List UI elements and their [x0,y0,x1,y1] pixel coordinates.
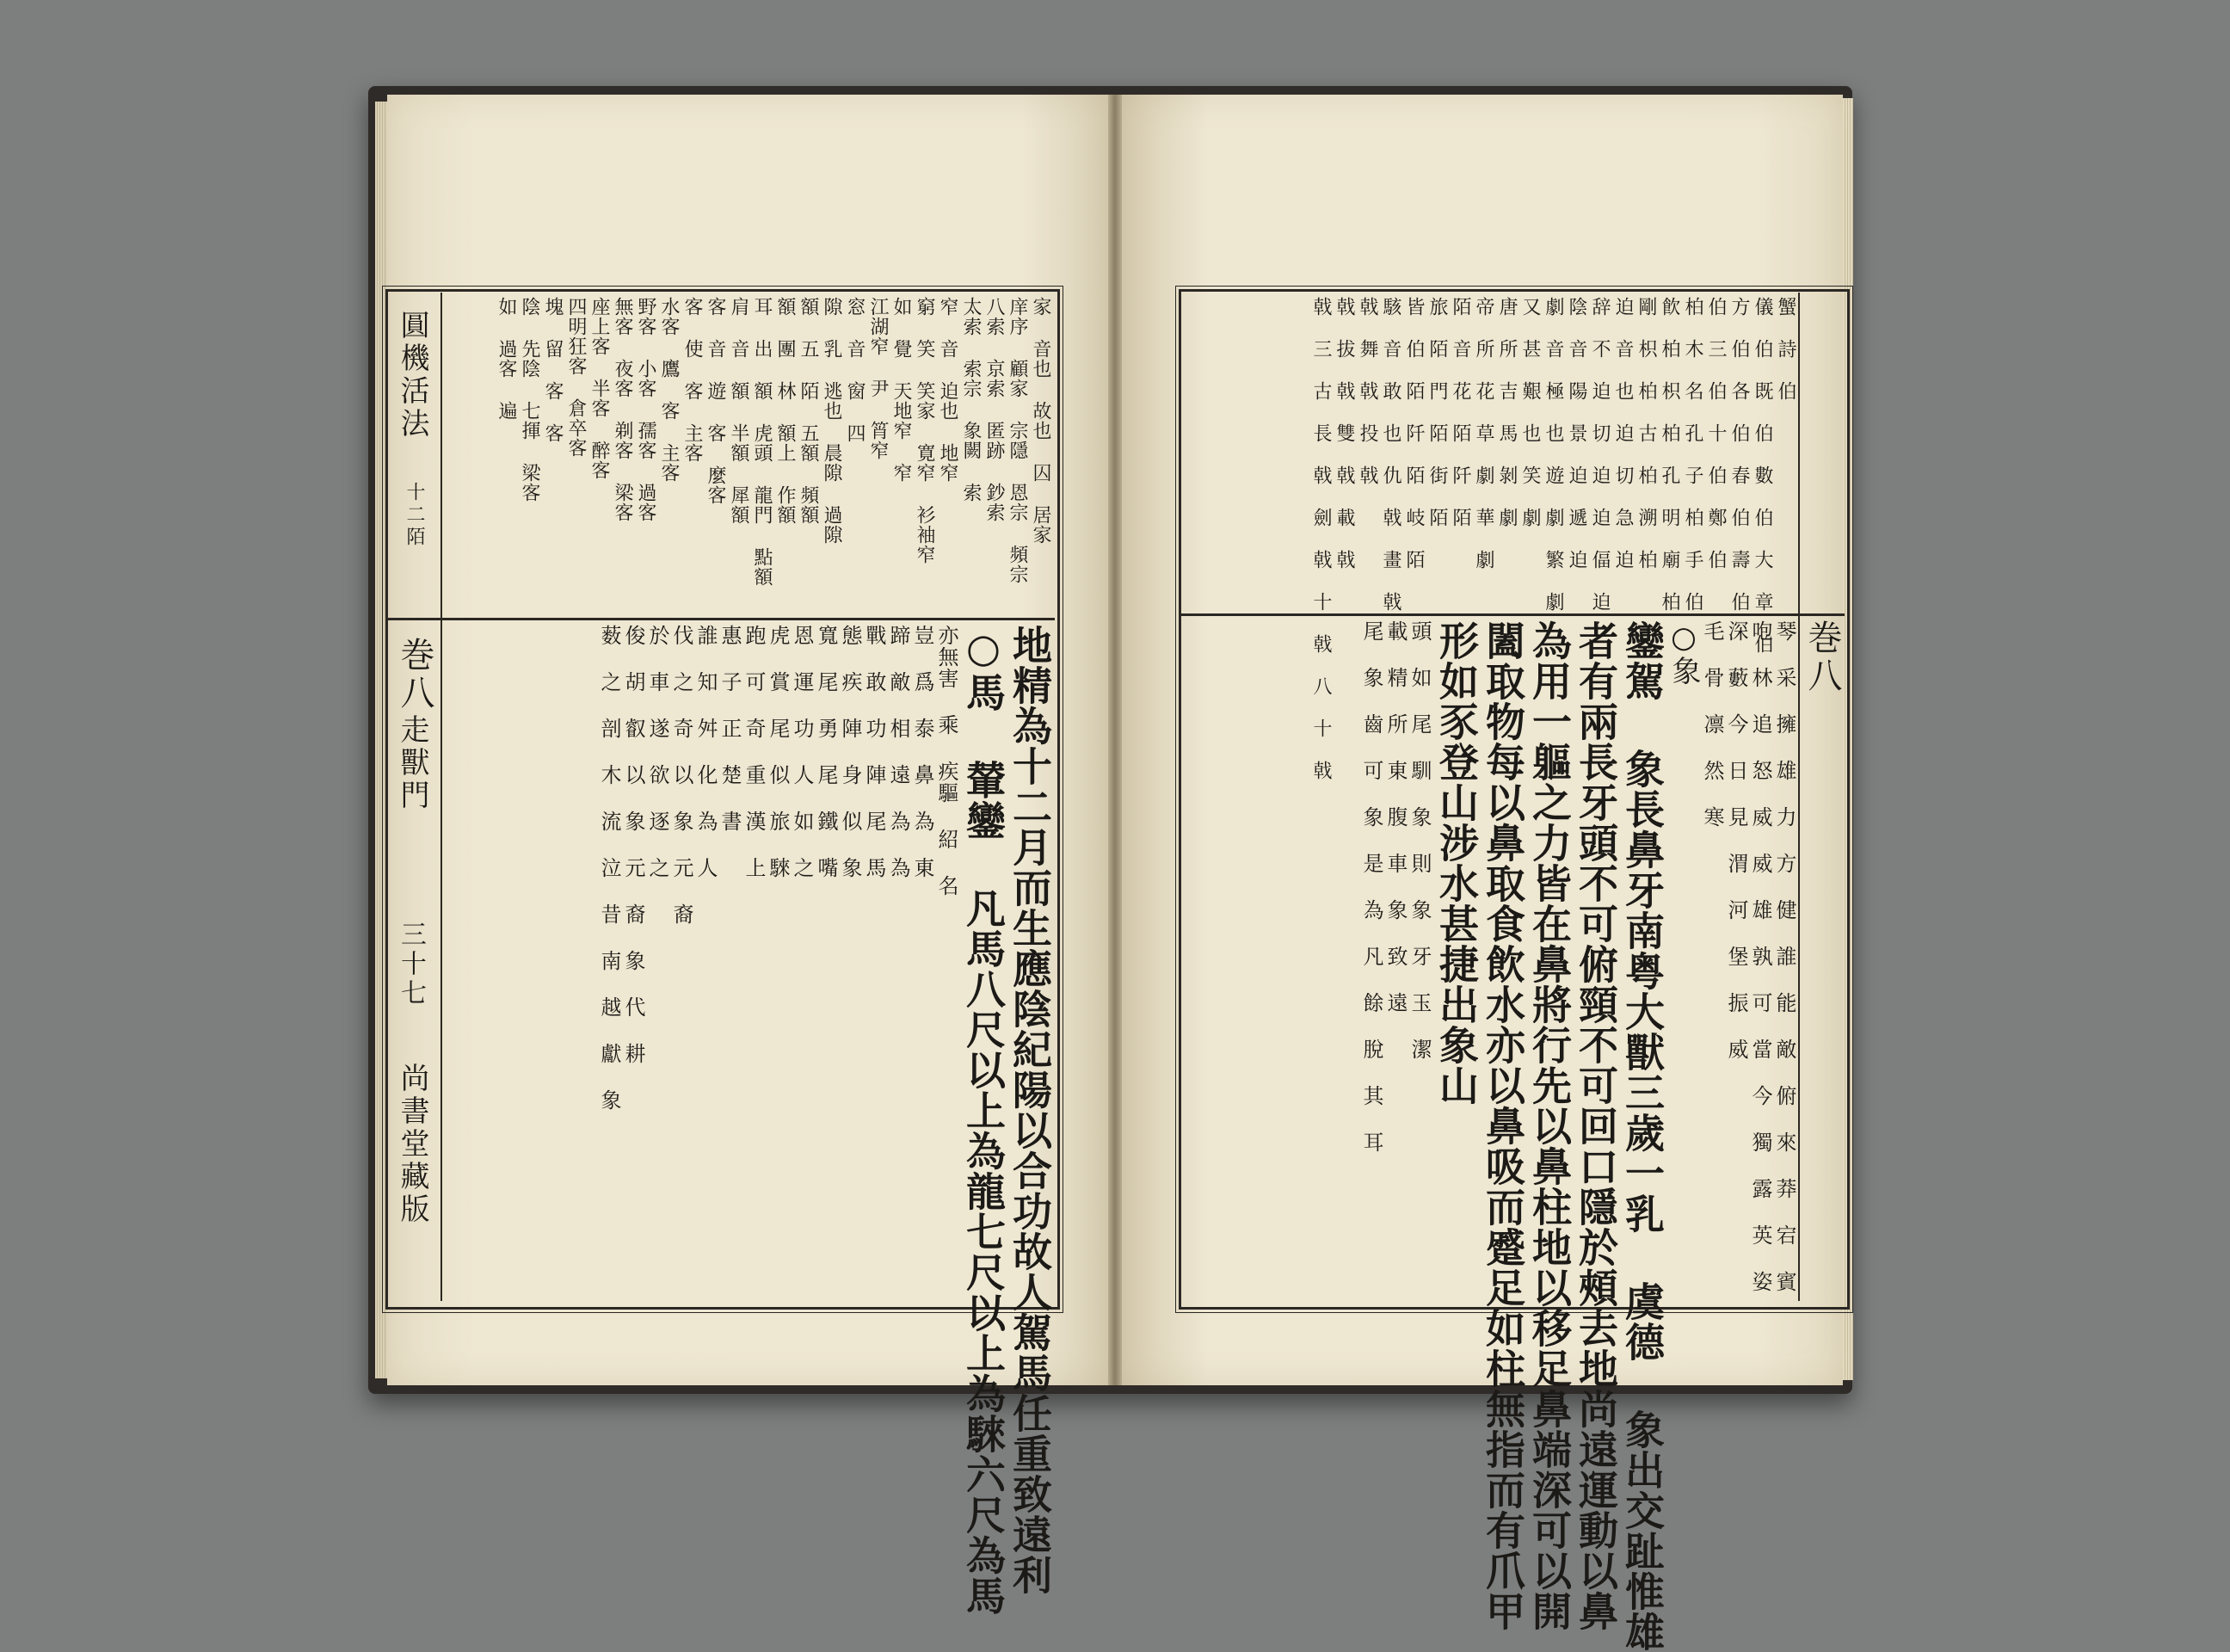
text-column: 虎 賞 尾 似 旅 騋 [766,625,790,878]
dictionary-entry-column: 客 使 客 主客 [681,297,703,463]
text-column: 毛 骨 凛 然 寒 [1700,620,1724,828]
right-register-divider [1179,613,1845,616]
dictionary-entry-column: 窮 笑 笑家 寛窄 衫袖窄 [914,297,935,564]
left-margin-publisher: 尚書堂藏版 [395,1063,429,1226]
dictionary-entry-column: 陌 音 花 陌 阡 陌 [1450,297,1471,527]
text-column: 伐 之 奇 以 象 元 裔 [669,625,693,925]
text-column: 俊 胡 叡 以 象 元 裔 象 代 耕 [621,625,645,1064]
dictionary-entry-column: 剛 枳 柏 古 柏 溯 柏 [1636,297,1657,570]
text-column: 載 精 所 東 腹 車 象 致 遠 [1383,620,1408,1014]
text-column: 薮 之 剖 木 流 泣 昔 南 越 獻 象 [597,625,621,1111]
dictionary-entry-column: 肩 音 額 半額 犀額 [728,297,749,525]
left-margin-title: 圓機活法 [395,310,429,441]
text-column: 誰 知 舛 化 為 人 [693,625,718,878]
dictionary-entry-column: 戟 拔 戟 雙 戟 載 戟 [1334,297,1355,570]
dictionary-entry-column: 塊 留 客 客 [542,297,564,443]
dictionary-entry-column: 庠序 顧家 宗隱 恩宗 頻宗 [1007,297,1028,584]
dictionary-entry-column: 如 覺 天地窄 窄 [890,297,912,483]
dictionary-entry-column: 蟹 詩 伯 [1775,297,1796,401]
text-column: 蹄 敵 相 遠 為 為 [886,625,910,878]
text-column: ○馬 輦鑾 凡馬八尺以上為龍七尺以上為騋六尺為馬 [960,625,1007,1616]
dictionary-entry-column: 窓 音 窗 四 [844,297,866,443]
dictionary-entry-column: 辞 不 迫 切 迫 迫 偪 迫 [1589,297,1611,612]
text-column: 態 疾 陣 身 似 象 [838,625,862,878]
text-column: 鑾駕 象長鼻牙南粤大獸三歲一乳 虞德 象出交趾惟雄 [1619,620,1666,1652]
dictionary-entry-column: 飮 柏 枳 柏 孔 明 廟 柏 [1659,297,1680,612]
left-margin-marker: 十二陌 [403,482,425,549]
text-column: 跑 可 奇 重 漢 上 [742,625,766,878]
dictionary-entry-column: 江湖窄 尹 筲窄 [867,297,889,460]
text-column: 地精為十二月而生應陰紀陽以合功故人駕馬任重致遠利 [1007,625,1053,1595]
dictionary-entry-column: 額 五 陌 五額 頻額 [798,297,819,525]
right-bottom-register [1182,620,1796,1652]
text-column: 頭 如 尾 馴 象 則 象 牙 玉 潔 [1408,620,1432,1060]
left-margin-rule [440,293,442,1301]
dictionary-entry-column: 隙 乳 逃也 晨隙 過隙 [821,297,842,545]
dictionary-entry-column: 太索 索宗 象闕 索 [960,297,982,502]
text-column: 形如豕登山涉水甚捷出象山 [1433,620,1480,1106]
text-column: 恩 運 功 人 如 之 [790,625,814,878]
dictionary-entry-column: 陰 先陰 七揮 梁客 [519,297,540,502]
dictionary-entry-column: 唐 所 吉 馬 剝 劇 [1496,297,1518,527]
dictionary-entry-column: 家 音也 故也 囚 居家 [1030,297,1051,545]
text-column: 戰 敢 功 陣 尾 馬 [862,625,886,878]
text-column: 於 車 遂 欲 逐 之 [645,625,669,878]
text-column: 咆 林 追 怒 威 威 雄 孰 可 當 今 獨 露 英 姿 [1748,620,1772,1292]
dictionary-entry-column: 額 團 林 額上 作額 [774,297,796,525]
dictionary-entry-column: 旅 陌 門 陌 街 陌 [1426,297,1448,527]
text-column: 深 藪 今 日 見 渭 河 堡 振 威 [1724,620,1748,1060]
text-column: 闔取物每以鼻取食飲水亦以鼻吸而蹙足如柱無指而有爪甲 [1480,620,1526,1631]
left-top-register [444,297,1050,615]
right-margin-rule [1798,293,1800,1301]
dictionary-entry-column: 耳 出 額 虎頭 龍門 點額 [751,297,773,587]
dictionary-entry-column: 皆 伯 陌 阡 陌 岐 陌 [1403,297,1425,570]
dictionary-entry-column: 儀 伯 既 伯 數 伯 大 章 伯 [1752,297,1773,654]
dictionary-entry-column: 柏 木 名 孔 子 柏 手 伯 [1682,297,1703,612]
text-column: 亦無害 乘 疾驅 紹 名 [934,625,958,897]
dictionary-entry-column: 水客 鷹 客 主客 [658,297,680,483]
text-column: 寬 尾 勇 尾 鐵 嘴 [814,625,838,878]
left-margin-section: 走獸門 [395,714,429,812]
dictionary-entry-column: 陰 音 陽 景 迫 遞 迫 [1566,297,1587,570]
dictionary-entry-column: 座上客 半客 醉客 [588,297,610,480]
text-column: 豈 爲 泰 鼻 為 東 [910,625,934,878]
dictionary-entry-column: 戟 三 古 長 戟 劍 戟 十 戟 八 十 戟 [1310,297,1332,780]
text-column: 為用一軀之力皆在鼻將行先以鼻柱地以移足鼻端深可以開 [1526,620,1573,1631]
text-column: 琴 采 擁 雄 力 方 健 誰 能 敵 俯 來 莽 宕 賓 [1772,620,1796,1292]
dictionary-entry-column: 無客 夜客 剃客 梁客 [612,297,633,522]
dictionary-entry-column: 客 音 遊 客 麼客 [705,297,726,505]
dictionary-entry-column: 四明狂客 倉卒客 [565,297,587,458]
left-register-divider [385,618,1055,620]
right-margin-volume: 巻八 [1802,620,1842,695]
dictionary-entry-column: 駭 音 敢 也 仇 戟 畫 戟 [1380,297,1401,612]
left-bottom-register [444,625,1053,1616]
text-column: 者有兩長牙頭不可俯頸不可回口隱於頰去地尚遠運動以鼻 [1573,620,1619,1631]
left-margin-page-number: 三十七 [396,921,426,1008]
dictionary-entry-column: 又 甚 艱 也 笑 劇 [1519,297,1541,527]
dictionary-entry-column: 八索 京索 匿跡 鈔索 [983,297,1005,522]
dictionary-entry-column: 野客 小客 孺客 過客 [635,297,656,522]
text-column: ○象 [1666,620,1701,686]
text-column: 尾 象 齒 可 象 是 為 凡 餘 脫 其 耳 [1359,620,1383,1153]
dictionary-entry-column: 伯 三 伯 十 伯 鄭 伯 [1705,297,1727,570]
dictionary-entry-column: 劇 音 極 也 遊 劇 繁 劇 [1543,297,1564,612]
dictionary-entry-column: 帝 所 花 草 劇 華 劇 [1473,297,1494,570]
book-gutter [1108,95,1122,1385]
text-column: 惠 子 正 楚 書 [718,625,742,832]
dictionary-entry-column: 方 伯 各 伯 春 伯 壽 伯 [1728,297,1750,612]
dictionary-entry-column: 窄 音 迫也 地窄 [937,297,958,483]
dictionary-entry-column: 如 過客 遍 [496,297,517,421]
left-margin-volume: 巻八 [395,637,434,712]
dictionary-entry-column: 戟 舞 戟 投 戟 [1357,297,1378,485]
dictionary-entry-column: 迫 音 也 迫 切 急 迫 [1612,297,1634,570]
